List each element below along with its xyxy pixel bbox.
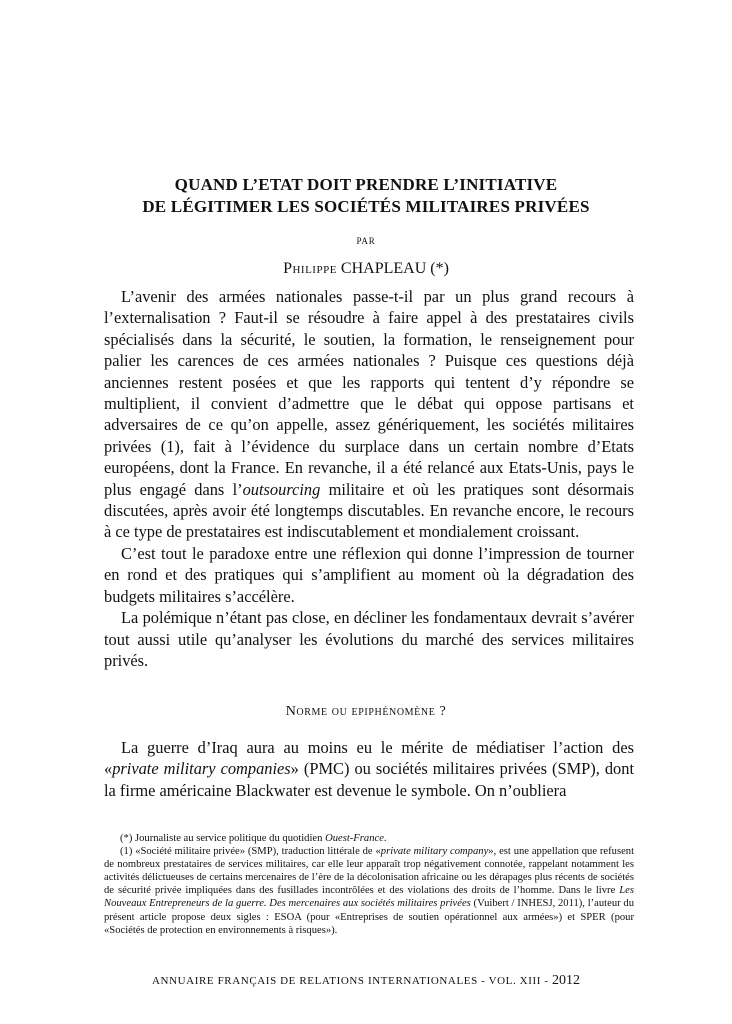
text-run: militaire et où les pratiques sont désormais discutées, après avoir été longtemps discutables. En revanche encore, le recours à ce type de prestataires est indiscutablement et mondialement croissant. [104, 479, 635, 542]
text-run: » (PMC) ou sociétés militaires privées (SMP), dont la firme américaine Blackwater est devenue le symbole. On n’oubliera [104, 759, 635, 800]
journal-year: 2012 [551, 973, 580, 988]
byline-par: PAR [356, 236, 376, 246]
title-line-1: QUAND L’ETAT DOIT PRENDRE L’INITIATIVE [174, 175, 558, 194]
italic-term: outsourcing [242, 479, 321, 499]
text-run: », est une appellation que refusent de nombreux prestataires de services militaires, car elle leur apparaît trop négativement connotée, rappelant notamment les activités délictueuses de certains mercenaires de l’ère de la décolonisation africaine ou les dérapages plus récents de sociétés de sécurité privée impliquées dans des fusillades incontrôlées et des violations des droits de l’homme. Dans le livre [104, 846, 635, 897]
intro-paragraph-3: La polémique n’étant pas close, en décliner les fondamentaux devrait s’avérer tout aussi utile qu’analyser les évolutions du marché des services militaires privés. [104, 608, 634, 670]
text-run: . [383, 833, 387, 844]
article-title [0, 174, 732, 218]
journal-name: ANNUAIRE FRANÇAIS DE RELATIONS INTERNATIONALES - VOL. XIII - [152, 975, 552, 987]
text-run: L’avenir des armées nationales passe-t-il par un plus grand recours à l’externalisation ? Faut-il se résoudre à faire appel à des prestataires civils spécialisés dans la sécurité, le soutien, la formation, le renseignement pour palier les carences de ces armées nationales ? Puisque ces questions déjà anciennes restent posées et que les rapports qui tentent d’y répondre se multiplient, il convient d’admettre que le débat qui oppose partisans et adversaires de ce qu’on appelle, assez génériquement, les sociétés militaires privées (1), fait à l’évidence du surplace dans un certain nombre d’Etats européens, dont la France. En revanche, il a été relancé aux Etats-Unis, pays le plus engagé dans l’ [104, 287, 634, 499]
italic-term: Les Nouveaux Entrepreneurs de la guerre. Des mercenaires aux sociétés militaires privées [104, 885, 634, 910]
text-run: (Vuibert / INHESJ, 2011), l’auteur du présent article propose deux sigles : ESOA (pour «Entreprises de soutien opérationnel aux armées») et SPER (pour «Sociétés de protection en environnements à risques»). [104, 898, 634, 936]
author-note-ref: (*) [430, 260, 449, 277]
footnotes [104, 832, 634, 937]
italic-term: private military company [380, 846, 489, 858]
author-first-name: Philippe [283, 260, 337, 277]
intro-paragraph-1 [104, 286, 634, 543]
intro-section [104, 286, 634, 671]
section-heading: Norme ou epiphénomène ? [285, 704, 447, 719]
intro-paragraph-2: C’est tout le paradoxe entre une réflexion qui donne l’impression de tourner en rond et des pratiques qui s’amplifient au moment où la dégradation des budgets militaires s’accélère. [104, 543, 634, 606]
title-line-2: DE LÉGITIMER LES SOCIÉTÉS MILITAIRES PRIVÉES [142, 197, 590, 216]
author-last-name: CHAPLEAU [340, 260, 427, 277]
text-run: (1) «Société militaire privée» (SMP), traduction littérale de « [120, 846, 381, 858]
page-footer [0, 973, 732, 989]
author-byline [0, 260, 732, 278]
text-run: (*) Journaliste au service politique du quotidien [120, 833, 326, 844]
footnote-author [104, 832, 634, 845]
section-1-body [104, 737, 634, 801]
text-run: La guerre d’Iraq aura au moins eu le mérite de médiatiser l’action des « [104, 738, 634, 779]
section-1-paragraph-1 [104, 737, 634, 801]
footnote-1 [104, 845, 634, 937]
italic-term: Ouest-France [325, 833, 384, 844]
italic-term: private military companies [112, 759, 291, 779]
